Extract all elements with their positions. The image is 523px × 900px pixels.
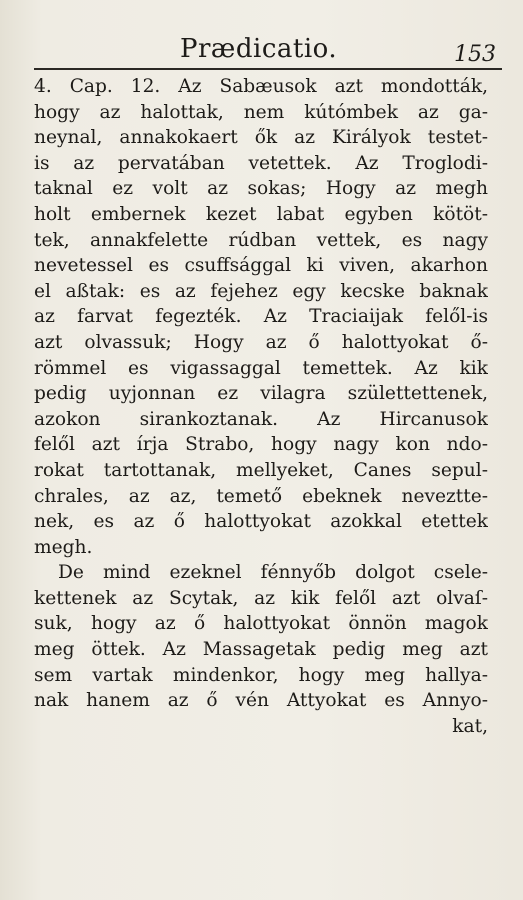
- text-line: felől azt írja Strabo, hogy nagy kon ndo-: [34, 434, 488, 456]
- text-line: nek, es az ő halottyokat azokkal etettek: [34, 511, 488, 533]
- header-rule: [34, 68, 502, 70]
- text-line: is az pervatában vetettek. Az Troglodi-: [34, 152, 488, 174]
- text-line: el aßtak: es az fejehez egy kecske baknak: [34, 280, 488, 302]
- text-line: pedig uyjonnan ez vilagra születtettenek,: [34, 383, 488, 405]
- paragraph-1: [34, 74, 488, 560]
- text-line: chrales, az az, temető ebeknek neveztte-: [34, 485, 488, 507]
- text-line: römmel es vigassaggal temettek. Az kik: [34, 357, 488, 379]
- text-line: nevetessel es csuffsággal ki viven, akarhon: [34, 255, 488, 277]
- page-number: 153: [454, 42, 496, 67]
- text-line: kettenek az Scytak, az kik felől azt olvaſ-: [34, 587, 488, 609]
- text-line: holt embernek kezet labat egyben kötöt-: [34, 203, 488, 225]
- text-body: [34, 74, 488, 739]
- text-line: taknal ez volt az sokas; Hogy az megh: [34, 178, 488, 200]
- text-line: De mind ezeknel fénnyőb dolgot csele-: [58, 562, 488, 584]
- text-line: megh.: [34, 536, 93, 558]
- text-line: sem vartak mindenkor, hogy meg hallya-: [34, 664, 488, 686]
- text-line: tek, annakfelette rúdban vettek, es nagy: [34, 229, 488, 251]
- text-line: 4. Cap. 12. Az Sabæusok azt mondották,: [34, 76, 488, 97]
- text-line: azt olvassuk; Hogy az ő halottyokat ő-: [34, 331, 488, 353]
- text-line: neynal, annakokaert ők az Királyok testet-: [34, 127, 488, 149]
- running-title: Prædicatio.: [180, 34, 338, 64]
- paragraph-2: [34, 560, 488, 739]
- text-line: az farvat fegezték. Az Traciaijak felől-is: [34, 306, 488, 328]
- page-header: [40, 30, 500, 70]
- text-line: nak hanem az ő vén Attyokat es Annyo-: [34, 690, 488, 712]
- catchword: kat,: [452, 715, 488, 737]
- text-line: azokon sirankoztanak. Az Hircanusok: [34, 408, 488, 430]
- text-line: meg öttek. Az Massagetak pedig meg azt: [34, 639, 488, 661]
- text-line: hogy az halottak, nem kútómbek az ga-: [34, 101, 488, 123]
- text-line: rokat tartottanak, mellyeket, Canes sepul-: [34, 459, 488, 481]
- text-line: suk, hogy az ő halottyokat önnön magok: [34, 613, 488, 635]
